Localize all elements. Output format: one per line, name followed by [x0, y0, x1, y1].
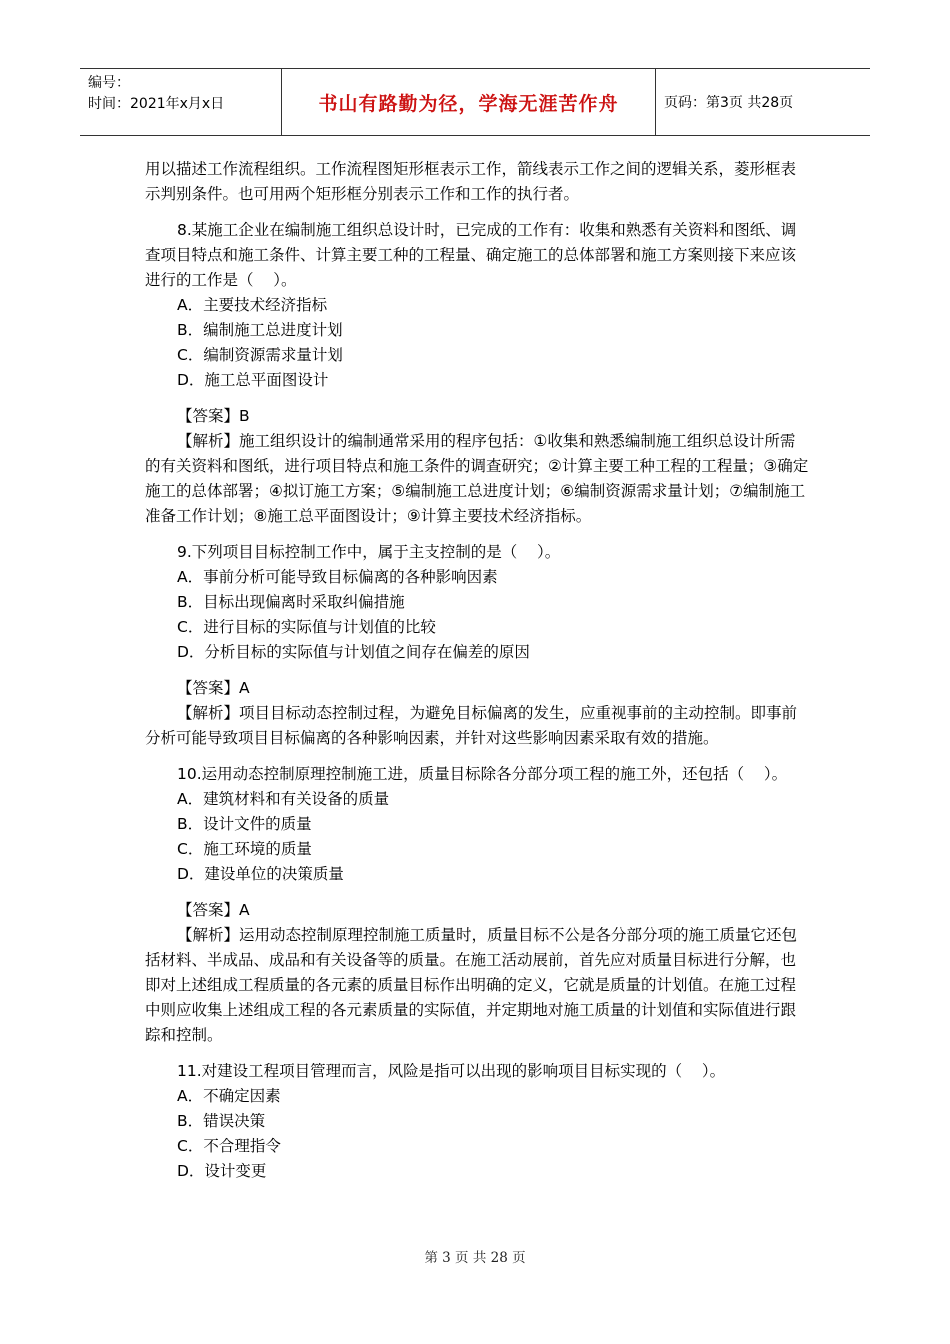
option-a: A．事前分析可能导致目标偏离的各种影响因素 [177, 568, 498, 586]
question-9 [145, 540, 810, 665]
answer: 【答案】A [177, 679, 250, 697]
page-info: 页码：第3页 共28页 [664, 95, 794, 111]
question-stem: 8.某施工企业在编制施工组织总设计时，已完成的工作有：收集和熟悉有关资料和图纸、调查项目特点和施工条件、计算主要工种的工程量、确定施工的总体部署和施工方案则接下来应该进行的工作是（ ）。 [145, 221, 797, 289]
answer: 【答案】A [177, 901, 250, 919]
question-8 [145, 218, 810, 393]
option-d: D．施工总平面图设计 [177, 371, 329, 389]
question-stem: 11.对建设工程项目管理而言，风险是指可以出现的影响项目目标实现的（ ）。 [177, 1062, 726, 1080]
answer-block-9 [145, 676, 810, 751]
option-c: C．编制资源需求量计划 [177, 346, 343, 364]
question-stem: 9.下列项目目标控制工作中，属于主支控制的是（ ）。 [177, 543, 561, 561]
option-a: A．建筑材料和有关设备的质量 [177, 790, 390, 808]
motto: 书山有路勤为径，学海无涯苦作舟 [318, 92, 619, 115]
question-stem: 10.运用动态控制原理控制施工进，质量目标除各分部分项工程的施工外，还包括（ ）。 [177, 765, 788, 783]
header-page-cell [656, 69, 870, 135]
answer-block-8 [145, 404, 810, 529]
option-d: D．分析目标的实际值与计划值之间存在偏差的原因 [177, 643, 530, 661]
answer-block-10 [145, 898, 810, 1048]
document-body [145, 157, 810, 1195]
option-b: B．错误决策 [177, 1112, 266, 1130]
option-b: B．设计文件的质量 [177, 815, 312, 833]
option-c: C．施工环境的质量 [177, 840, 312, 858]
question-10 [145, 762, 810, 887]
option-c: C．进行目标的实际值与计划值的比较 [177, 618, 436, 636]
header-meta [80, 69, 282, 135]
question-11 [145, 1059, 810, 1184]
intro-paragraph: 用以描述工作流程组织。工作流程图矩形框表示工作，箭线表示工作之间的逻辑关系，菱形框表示判别条件。也可用两个矩形框分别表示工作和工作的执行者。 [145, 160, 797, 203]
option-a: A．主要技术经济指标 [177, 296, 328, 314]
page-header [80, 68, 870, 136]
header-motto-cell [282, 69, 656, 135]
explanation: 【解析】项目目标动态控制过程，为避免目标偏离的发生，应重视事前的主动控制。即事前分析可能导致项目目标偏离的各种影响因素，并针对这些影响因素采取有效的措施。 [145, 704, 798, 747]
explanation: 【解析】施工组织设计的编制通常采用的程序包括：①收集和熟悉编制施工组织总设计所需的有关资料和图纸，进行项目特点和施工条件的调查研究；②计算主要工种工程的工程量；③确定施工的总体部署；④拟订施工方案；⑤编制施工总进度计划；⑥编制资源需求量计划；⑦编制施工准备工作计划；⑧施工总平面图设计；⑨计算主要技术经济指标。 [145, 432, 809, 525]
option-c: C．不合理指令 [177, 1137, 281, 1155]
date-line: 时间：2021年x月x日 [88, 96, 225, 112]
option-d: D．建设单位的决策质量 [177, 865, 344, 883]
explanation: 【解析】运用动态控制原理控制施工质量时，质量目标不公是各分部分项的施工质量它还包括材料、半成品、成品和有关设备等的质量。在施工活动展前，首先应对质量目标进行分解，也即对上述组成工程质量的各元素的质量目标作出明确的定义，它就是质量的计划值。在施工过程中则应收集上述组成工程的各元素质量的实际值，并定期地对施工质量的计划值和实际值进行跟踪和控制。 [145, 926, 798, 1044]
option-b: B．编制施工总进度计划 [177, 321, 343, 339]
page-footer: 第 3 页 共 28 页 [424, 1250, 526, 1266]
option-a: A．不确定因素 [177, 1087, 281, 1105]
serial-label: 编号： [88, 75, 130, 91]
option-b: B．目标出现偏离时采取纠偏措施 [177, 593, 405, 611]
answer: 【答案】B [177, 407, 250, 425]
option-d: D．设计变更 [177, 1162, 267, 1180]
